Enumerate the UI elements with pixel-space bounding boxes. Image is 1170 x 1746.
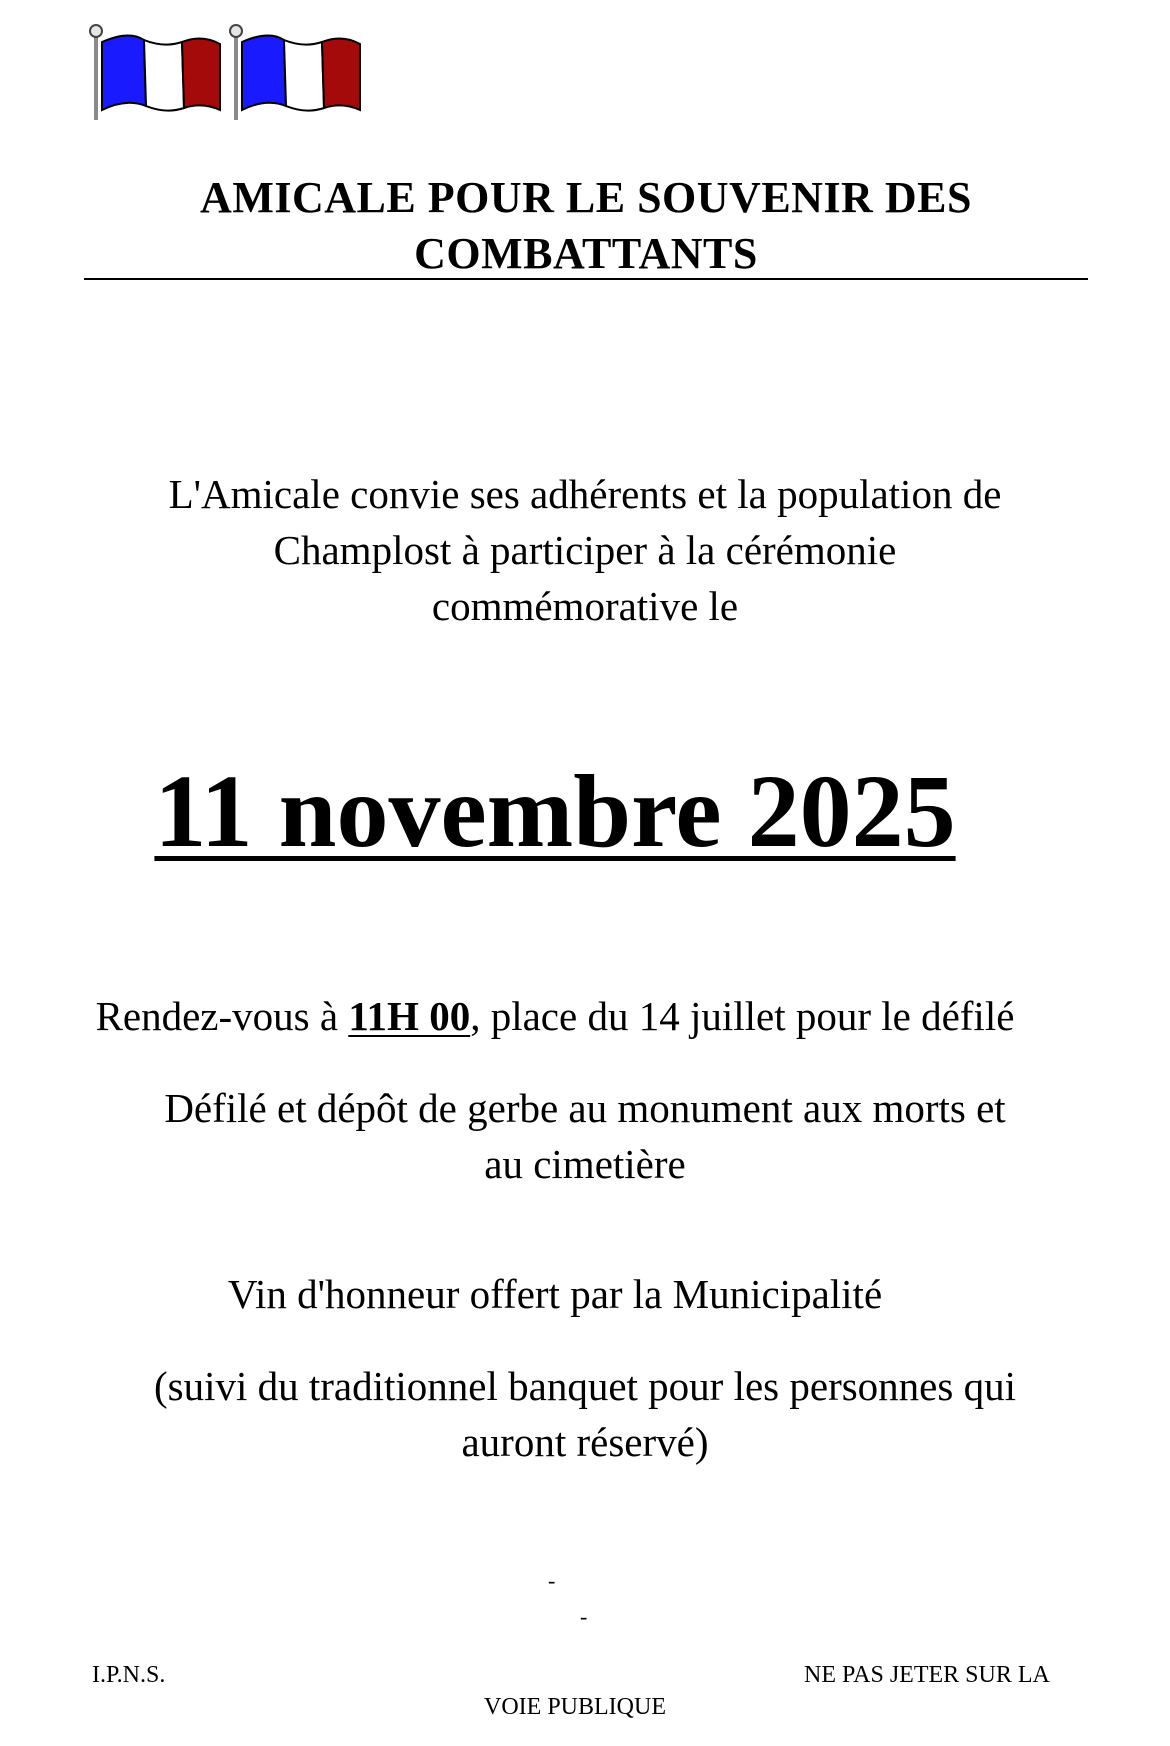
banquet-line-2: auront réservé) bbox=[461, 1419, 709, 1465]
french-flag-icon bbox=[224, 22, 364, 122]
parade-line-1: Défilé et dépôt de gerbe au monument aux morts et bbox=[164, 1085, 1006, 1131]
parade-line-2: au cimetière bbox=[484, 1141, 686, 1187]
banquet-line-1: (suivi du traditionnel banquet pour les personnes qui bbox=[154, 1363, 1016, 1409]
event-date: 11 novembre 2025 bbox=[154, 754, 956, 869]
banquet-text bbox=[40, 1358, 1130, 1470]
separator-dash: - bbox=[580, 1604, 588, 1629]
rendezvous-line bbox=[0, 988, 1110, 1044]
footer-notice-line-2: VOIE PUBLIQUE bbox=[484, 1694, 666, 1720]
parade-text bbox=[70, 1080, 1100, 1192]
page-title bbox=[84, 170, 1088, 282]
title-divider bbox=[84, 278, 1088, 280]
reception-text: Vin d'honneur offert par la Municipalité bbox=[227, 1271, 883, 1317]
invitation-line-1: L'Amicale convie ses adhérents et la population de bbox=[168, 471, 1002, 517]
footer-notice-line-1: NE PAS JETER SUR LA bbox=[804, 1662, 1050, 1688]
title-line-2: COMBATTANTS bbox=[414, 229, 758, 278]
invitation-text bbox=[60, 466, 1110, 634]
invitation-line-3: commémorative le bbox=[431, 583, 739, 629]
footer-ipns: I.P.N.S. bbox=[92, 1662, 166, 1688]
french-flag-icon bbox=[84, 22, 224, 122]
rendezvous-prefix: Rendez-vous à bbox=[95, 993, 349, 1039]
rendezvous-suffix: , place du 14 juillet pour le défilé bbox=[470, 993, 1015, 1039]
rendezvous-time: 11H 00 bbox=[348, 993, 471, 1039]
invitation-line-2: Champlost à participer à la cérémonie bbox=[273, 527, 897, 573]
separator-dash: - bbox=[548, 1568, 556, 1593]
title-line-1: AMICALE POUR LE SOUVENIR DES bbox=[200, 173, 972, 222]
